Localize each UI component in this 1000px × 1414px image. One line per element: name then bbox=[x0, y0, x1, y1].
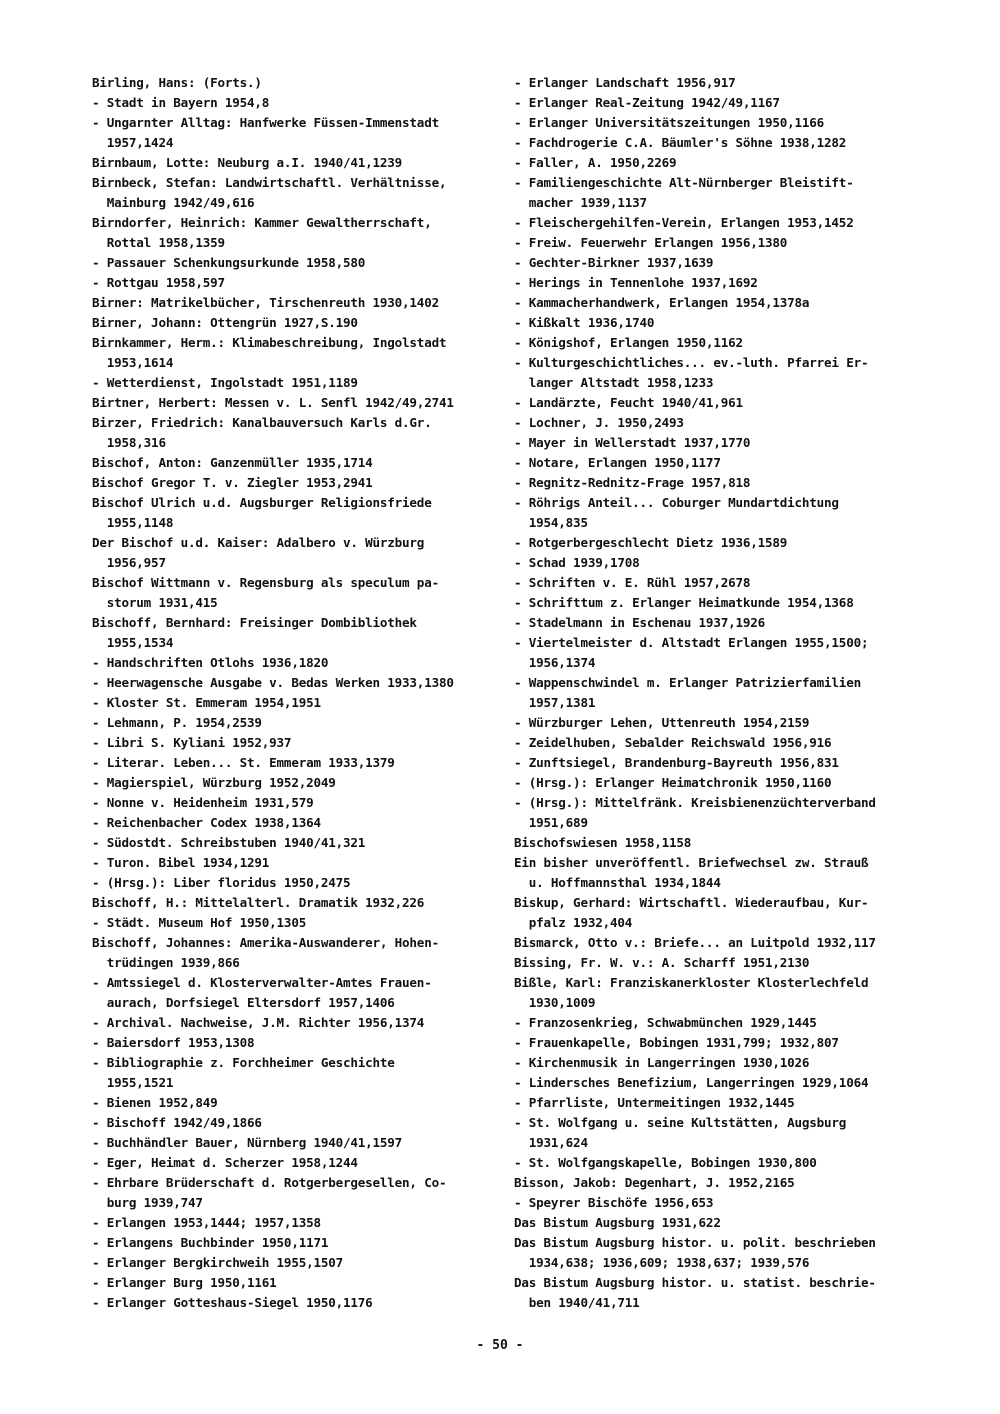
index-entry bbox=[92, 1013, 497, 1033]
index-entry-line: - Ehrbare Brüderschaft d. Rotgerbergesellen, Co- bbox=[92, 1175, 447, 1190]
index-entry bbox=[92, 853, 497, 873]
index-entry-line: - Archival. Nachweise, J.M. Richter 1956,1374 bbox=[92, 1015, 425, 1030]
index-entry bbox=[92, 533, 497, 573]
index-entry-line: - Südostdt. Schreibstuben 1940/41,321 bbox=[92, 835, 366, 850]
index-entry bbox=[92, 693, 497, 713]
index-entry bbox=[514, 1213, 934, 1233]
index-entry bbox=[514, 1153, 934, 1173]
index-entry bbox=[92, 1153, 497, 1173]
index-entry bbox=[92, 653, 497, 673]
index-entry-line: Birner, Johann: Ottengrün 1927,S.190 bbox=[92, 315, 358, 330]
index-entry-line: Biskup, Gerhard: Wirtschaftl. Wiederaufbau, Kur- bbox=[514, 895, 869, 910]
index-entry-line: - Regnitz-Rednitz-Frage 1957,818 bbox=[514, 475, 751, 490]
index-entry bbox=[514, 1073, 934, 1093]
index-entry bbox=[514, 333, 934, 353]
index-entry-line: 1955,1521 bbox=[92, 1075, 174, 1090]
index-entry-line: 1931,624 bbox=[514, 1135, 588, 1150]
index-entry-line: - Wetterdienst, Ingolstadt 1951,1189 bbox=[92, 375, 358, 390]
index-entry-line: - Erlanger Real-Zeitung 1942/49,1167 bbox=[514, 95, 780, 110]
index-entry bbox=[514, 273, 934, 293]
index-entry bbox=[92, 1033, 497, 1053]
index-entry-line: - Schrifttum z. Erlanger Heimatkunde 1954,1368 bbox=[514, 595, 854, 610]
index-entry bbox=[92, 1233, 497, 1253]
index-entry-line: - Ungarnter Alltag: Hanfwerke Füssen-Immenstadt bbox=[92, 115, 439, 130]
index-entry-line: 1953,1614 bbox=[92, 355, 174, 370]
index-entry-line: Bissing, Fr. W. v.: A. Scharff 1951,2130 bbox=[514, 955, 810, 970]
index-entry bbox=[514, 593, 934, 613]
index-entry-line: Ein bisher unveröffentl. Briefwechsel zw. Strauß bbox=[514, 855, 869, 870]
index-entry bbox=[514, 1033, 934, 1053]
index-entry bbox=[514, 893, 934, 933]
index-entry bbox=[92, 1253, 497, 1273]
index-entry-line: storum 1931,415 bbox=[92, 595, 218, 610]
index-entry-line: - Stadt in Bayern 1954,8 bbox=[92, 95, 270, 110]
index-entry bbox=[92, 613, 497, 653]
index-entry bbox=[92, 413, 497, 453]
index-entry-line: - Baiersdorf 1953,1308 bbox=[92, 1035, 255, 1050]
index-entry bbox=[514, 313, 934, 333]
index-entry-line: - Erlanger Gotteshaus-Siegel 1950,1176 bbox=[92, 1295, 373, 1310]
index-entry-line: 1957,1424 bbox=[92, 135, 174, 150]
index-entry bbox=[92, 1093, 497, 1113]
index-entry-line: - Viertelmeister d. Altstadt Erlangen 1955,1500; bbox=[514, 635, 869, 650]
index-entry-line: - Erlanger Landschaft 1956,917 bbox=[514, 75, 736, 90]
index-entry-line: Birnkammer, Herm.: Klimabeschreibung, Ingolstadt bbox=[92, 335, 447, 350]
index-entry-line: - Zunftsiegel, Brandenburg-Bayreuth 1956,831 bbox=[514, 755, 839, 770]
index-entry-line: - Bienen 1952,849 bbox=[92, 1095, 218, 1110]
index-entry bbox=[514, 533, 934, 553]
index-entry-line: Birnbeck, Stefan: Landwirtschaftl. Verhältnisse, bbox=[92, 175, 447, 190]
index-entry-line: - Fleischergehilfen-Verein, Erlangen 1953,1452 bbox=[514, 215, 854, 230]
page-number: - 50 - bbox=[476, 1338, 524, 1353]
right-column bbox=[514, 73, 934, 1313]
index-entry bbox=[92, 973, 497, 1013]
index-entry-line: burg 1939,747 bbox=[92, 1195, 203, 1210]
index-entry-line: - Würzburger Lehen, Uttenreuth 1954,2159 bbox=[514, 715, 810, 730]
index-entry bbox=[514, 793, 934, 833]
index-entry-line: 1954,835 bbox=[514, 515, 588, 530]
index-entry bbox=[514, 613, 934, 633]
index-entry bbox=[92, 773, 497, 793]
index-entry-line: Bischoff, Bernhard: Freisinger Dombibliothek bbox=[92, 615, 417, 630]
index-entry-line: Birzer, Friedrich: Kanalbauversuch Karls d.Gr. bbox=[92, 415, 432, 430]
index-entry-line: 1956,957 bbox=[92, 555, 166, 570]
index-entry bbox=[514, 93, 934, 113]
index-entry-line: - Gechter-Birkner 1937,1639 bbox=[514, 255, 714, 270]
index-entry-line: macher 1939,1137 bbox=[514, 195, 647, 210]
index-entry bbox=[514, 1113, 934, 1153]
index-entry bbox=[514, 1173, 934, 1193]
index-entry bbox=[92, 873, 497, 893]
index-entry bbox=[92, 1173, 497, 1213]
index-entry bbox=[92, 473, 497, 493]
index-entry bbox=[514, 1013, 934, 1033]
index-entry bbox=[92, 1293, 497, 1313]
index-entry bbox=[514, 633, 934, 673]
index-entry-line: - Franzosenkrieg, Schwabmünchen 1929,1445 bbox=[514, 1015, 817, 1030]
index-entry bbox=[92, 153, 497, 173]
index-entry-line: - Libri S. Kyliani 1952,937 bbox=[92, 735, 292, 750]
index-entry bbox=[92, 893, 497, 913]
index-entry bbox=[92, 453, 497, 473]
index-entry-line: Mainburg 1942/49,616 bbox=[92, 195, 255, 210]
index-entry-line: Das Bistum Augsburg 1931,622 bbox=[514, 1215, 721, 1230]
index-entry-line: - Frauenkapelle, Bobingen 1931,799; 1932,807 bbox=[514, 1035, 839, 1050]
index-entry bbox=[514, 673, 934, 713]
index-entry bbox=[514, 293, 934, 313]
index-entry-line: 1951,689 bbox=[514, 815, 588, 830]
index-entry-line: ben 1940/41,711 bbox=[514, 1295, 640, 1310]
index-entry-line: - Erlanger Universitätszeitungen 1950,1166 bbox=[514, 115, 825, 130]
index-entry-line: - (Hrsg.): Erlanger Heimatchronik 1950,1160 bbox=[514, 775, 832, 790]
index-entry-line: - Städt. Museum Hof 1950,1305 bbox=[92, 915, 307, 930]
index-entry bbox=[514, 453, 934, 473]
index-entry-line: - Nonne v. Heidenheim 1931,579 bbox=[92, 795, 314, 810]
index-entry-line: Der Bischof u.d. Kaiser: Adalbero v. Würzburg bbox=[92, 535, 425, 550]
index-entry-line: Bischofswiesen 1958,1158 bbox=[514, 835, 692, 850]
index-entry-line: - Buchhändler Bauer, Nürnberg 1940/41,1597 bbox=[92, 1135, 403, 1150]
index-entry bbox=[514, 753, 934, 773]
index-entry-line: Bismarck, Otto v.: Briefe... an Luitpold 1932,117 bbox=[514, 935, 876, 950]
index-entry-line: - Speyrer Bischöfe 1956,653 bbox=[514, 1195, 714, 1210]
index-entry-line: - Mayer in Wellerstadt 1937,1770 bbox=[514, 435, 751, 450]
index-entry-line: Bischof Gregor T. v. Ziegler 1953,2941 bbox=[92, 475, 373, 490]
index-entry bbox=[514, 773, 934, 793]
index-entry bbox=[92, 173, 497, 213]
index-entry-line: - Kammacherhandwerk, Erlangen 1954,1378a bbox=[514, 295, 810, 310]
index-entry-line: u. Hoffmannsthal 1934,1844 bbox=[514, 875, 721, 890]
index-entry-line: Bischof Wittmann v. Regensburg als speculum pa- bbox=[92, 575, 439, 590]
index-entry-line: Birnbaum, Lotte: Neuburg a.I. 1940/41,1239 bbox=[92, 155, 403, 170]
index-entry bbox=[92, 1053, 497, 1093]
index-entry-line: - Rottgau 1958,597 bbox=[92, 275, 225, 290]
index-entry bbox=[514, 73, 934, 93]
index-entry-line: - Eger, Heimat d. Scherzer 1958,1244 bbox=[92, 1155, 358, 1170]
index-entry bbox=[514, 1053, 934, 1073]
index-entry-line: - Faller, A. 1950,2269 bbox=[514, 155, 677, 170]
index-entry-line: Bischoff, Johannes: Amerika-Auswanderer, Hohen- bbox=[92, 935, 439, 950]
index-entry-line: Bischof, Anton: Ganzenmüller 1935,1714 bbox=[92, 455, 373, 470]
index-entry-line: 1930,1009 bbox=[514, 995, 596, 1010]
index-entry bbox=[92, 333, 497, 373]
index-entry bbox=[514, 433, 934, 453]
index-entry bbox=[92, 253, 497, 273]
index-entry bbox=[92, 393, 497, 413]
index-entry-line: - Röhrigs Anteil... Coburger Mundartdichtung bbox=[514, 495, 839, 510]
index-entry-line: Birtner, Herbert: Messen v. L. Senfl 1942/49,2741 bbox=[92, 395, 454, 410]
index-entry-line: - Königshof, Erlangen 1950,1162 bbox=[514, 335, 743, 350]
index-entry-line: - Lochner, J. 1950,2493 bbox=[514, 415, 684, 430]
index-entry bbox=[92, 493, 497, 533]
index-entry bbox=[514, 153, 934, 173]
index-entry-line: - Bibliographie z. Forchheimer Geschichte bbox=[92, 1055, 395, 1070]
index-entry-line: - Erlanger Burg 1950,1161 bbox=[92, 1275, 277, 1290]
index-entry bbox=[514, 353, 934, 393]
index-entry-line: - Bischoff 1942/49,1866 bbox=[92, 1115, 262, 1130]
index-entry-line: Rottal 1958,1359 bbox=[92, 235, 225, 250]
index-entry bbox=[514, 233, 934, 253]
index-entry-line: - Erlanger Bergkirchweih 1955,1507 bbox=[92, 1255, 343, 1270]
index-entry-line: - Fachdrogerie C.A. Bäumler's Söhne 1938,1282 bbox=[514, 135, 847, 150]
index-entry bbox=[514, 573, 934, 593]
index-entry-line: - Erlangen 1953,1444; 1957,1358 bbox=[92, 1215, 321, 1230]
index-entry-line: - Erlangens Buchbinder 1950,1171 bbox=[92, 1235, 329, 1250]
index-entry-line: - Rotgerbergeschlecht Dietz 1936,1589 bbox=[514, 535, 788, 550]
index-entry-line: - Wappenschwindel m. Erlanger Patrizierfamilien bbox=[514, 675, 861, 690]
index-entry-line: Birling, Hans: (Forts.) bbox=[92, 75, 262, 90]
index-entry-line: - (Hrsg.): Mittelfränk. Kreisbienenzüchterverband bbox=[514, 795, 876, 810]
index-entry-line: - Familiengeschichte Alt-Nürnberger Bleistift- bbox=[514, 175, 854, 190]
index-entry-line: langer Altstadt 1958,1233 bbox=[514, 375, 714, 390]
index-entry-line: - Kißkalt 1936,1740 bbox=[514, 315, 655, 330]
index-entry bbox=[92, 573, 497, 613]
index-entry-line: - St. Wolfgang u. seine Kultstätten, Augsburg bbox=[514, 1115, 847, 1130]
index-entry bbox=[514, 973, 934, 1013]
index-entry bbox=[514, 113, 934, 133]
index-entry bbox=[92, 1133, 497, 1153]
index-entry-line: - Freiw. Feuerwehr Erlangen 1956,1380 bbox=[514, 235, 788, 250]
index-entry-line: Bischof Ulrich u.d. Augsburger Religionsfriede bbox=[92, 495, 432, 510]
index-entry-line: - Literar. Leben... St. Emmeram 1933,1379 bbox=[92, 755, 395, 770]
index-entry bbox=[514, 833, 934, 853]
index-entry-line: Bisson, Jakob: Degenhart, J. 1952,2165 bbox=[514, 1175, 795, 1190]
index-entry-line: - Reichenbacher Codex 1938,1364 bbox=[92, 815, 321, 830]
index-entry-line: 1958,316 bbox=[92, 435, 166, 450]
index-entry-line: - Amtssiegel d. Klosterverwalter-Amtes Frauen- bbox=[92, 975, 432, 990]
index-entry bbox=[92, 1213, 497, 1233]
index-entry-line: - Schriften v. E. Rühl 1957,2678 bbox=[514, 575, 751, 590]
index-entry-line: - Turon. Bibel 1934,1291 bbox=[92, 855, 270, 870]
index-entry bbox=[92, 1273, 497, 1293]
index-entry bbox=[92, 113, 497, 153]
index-entry bbox=[92, 813, 497, 833]
index-entry bbox=[514, 473, 934, 493]
index-entry bbox=[514, 553, 934, 573]
index-entry bbox=[514, 393, 934, 413]
index-entry-line: - Lindersches Benefizium, Langerringen 1929,1064 bbox=[514, 1075, 869, 1090]
index-entry bbox=[514, 1273, 934, 1313]
index-entry-line: Birner: Matrikelbücher, Tirschenreuth 1930,1402 bbox=[92, 295, 439, 310]
index-entry-line: - Passauer Schenkungsurkunde 1958,580 bbox=[92, 255, 366, 270]
index-entry bbox=[514, 413, 934, 433]
index-entry-line: 1934,638; 1936,609; 1938,637; 1939,576 bbox=[514, 1255, 810, 1270]
index-entry bbox=[514, 1093, 934, 1113]
index-entry-line: - Notare, Erlangen 1950,1177 bbox=[514, 455, 721, 470]
index-entry-line: - (Hrsg.): Liber floridus 1950,2475 bbox=[92, 875, 351, 890]
index-entry-line: Bißle, Karl: Franziskanerkloster Klosterlechfeld bbox=[514, 975, 869, 990]
index-entry-line: - Kirchenmusik in Langerringen 1930,1026 bbox=[514, 1055, 810, 1070]
index-entry-line: - Zeidelhuben, Sebalder Reichswald 1956,916 bbox=[514, 735, 832, 750]
index-entry bbox=[514, 933, 934, 953]
index-entry bbox=[514, 493, 934, 533]
index-entry bbox=[92, 793, 497, 813]
index-entry bbox=[92, 733, 497, 753]
left-column bbox=[92, 73, 497, 1313]
index-entry-line: - Heerwagensche Ausgabe v. Bedas Werken 1933,1380 bbox=[92, 675, 454, 690]
index-entry-line: 1955,1148 bbox=[92, 515, 174, 530]
index-entry bbox=[514, 853, 934, 893]
index-entry-line: - Kloster St. Emmeram 1954,1951 bbox=[92, 695, 321, 710]
index-entry bbox=[514, 253, 934, 273]
index-entry bbox=[514, 133, 934, 153]
index-entry-line: trüdingen 1939,866 bbox=[92, 955, 240, 970]
index-entry bbox=[92, 933, 497, 973]
index-entry-line: - Pfarrliste, Untermeitingen 1932,1445 bbox=[514, 1095, 795, 1110]
index-entry-line: 1955,1534 bbox=[92, 635, 174, 650]
index-entry bbox=[92, 313, 497, 333]
index-entry bbox=[92, 913, 497, 933]
index-entry-line: Birndorfer, Heinrich: Kammer Gewaltherrschaft, bbox=[92, 215, 432, 230]
index-entry bbox=[92, 273, 497, 293]
index-entry-line: aurach, Dorfsiegel Eltersdorf 1957,1406 bbox=[92, 995, 395, 1010]
index-entry bbox=[92, 713, 497, 733]
index-entry bbox=[92, 673, 497, 693]
index-entry bbox=[92, 1113, 497, 1133]
index-entry bbox=[514, 213, 934, 233]
index-entry-line: Bischoff, H.: Mittelalterl. Dramatik 1932,226 bbox=[92, 895, 425, 910]
index-entry-line: - Herings in Tennenlohe 1937,1692 bbox=[514, 275, 758, 290]
index-entry-line: - Magierspiel, Würzburg 1952,2049 bbox=[92, 775, 336, 790]
index-entry-line: - Schad 1939,1708 bbox=[514, 555, 640, 570]
index-entry bbox=[92, 833, 497, 853]
index-entry bbox=[514, 713, 934, 733]
index-entry-line: 1956,1374 bbox=[514, 655, 596, 670]
index-entry bbox=[92, 213, 497, 253]
index-entry-line: 1957,1381 bbox=[514, 695, 596, 710]
index-entry bbox=[92, 73, 497, 93]
index-entry bbox=[92, 93, 497, 113]
index-entry bbox=[514, 173, 934, 213]
index-entry-line: pfalz 1932,404 bbox=[514, 915, 633, 930]
index-entry-line: Das Bistum Augsburg histor. u. statist. beschrie- bbox=[514, 1275, 876, 1290]
index-entry bbox=[514, 733, 934, 753]
index-entry bbox=[514, 1193, 934, 1213]
index-entry bbox=[514, 953, 934, 973]
index-entry bbox=[514, 1233, 934, 1273]
index-entry-line: - Kulturgeschichtliches... ev.-luth. Pfarrei Er- bbox=[514, 355, 869, 370]
index-entry-line: - St. Wolfgangskapelle, Bobingen 1930,800 bbox=[514, 1155, 817, 1170]
index-entry-line: - Landärzte, Feucht 1940/41,961 bbox=[514, 395, 743, 410]
index-entry bbox=[92, 753, 497, 773]
index-entry bbox=[92, 373, 497, 393]
index-entry-line: - Lehmann, P. 1954,2539 bbox=[92, 715, 262, 730]
index-entry-line: - Handschriften Otlohs 1936,1820 bbox=[92, 655, 329, 670]
index-entry-line: - Stadelmann in Eschenau 1937,1926 bbox=[514, 615, 765, 630]
index-entry bbox=[92, 293, 497, 313]
index-entry-line: Das Bistum Augsburg histor. u. polit. beschrieben bbox=[514, 1235, 876, 1250]
